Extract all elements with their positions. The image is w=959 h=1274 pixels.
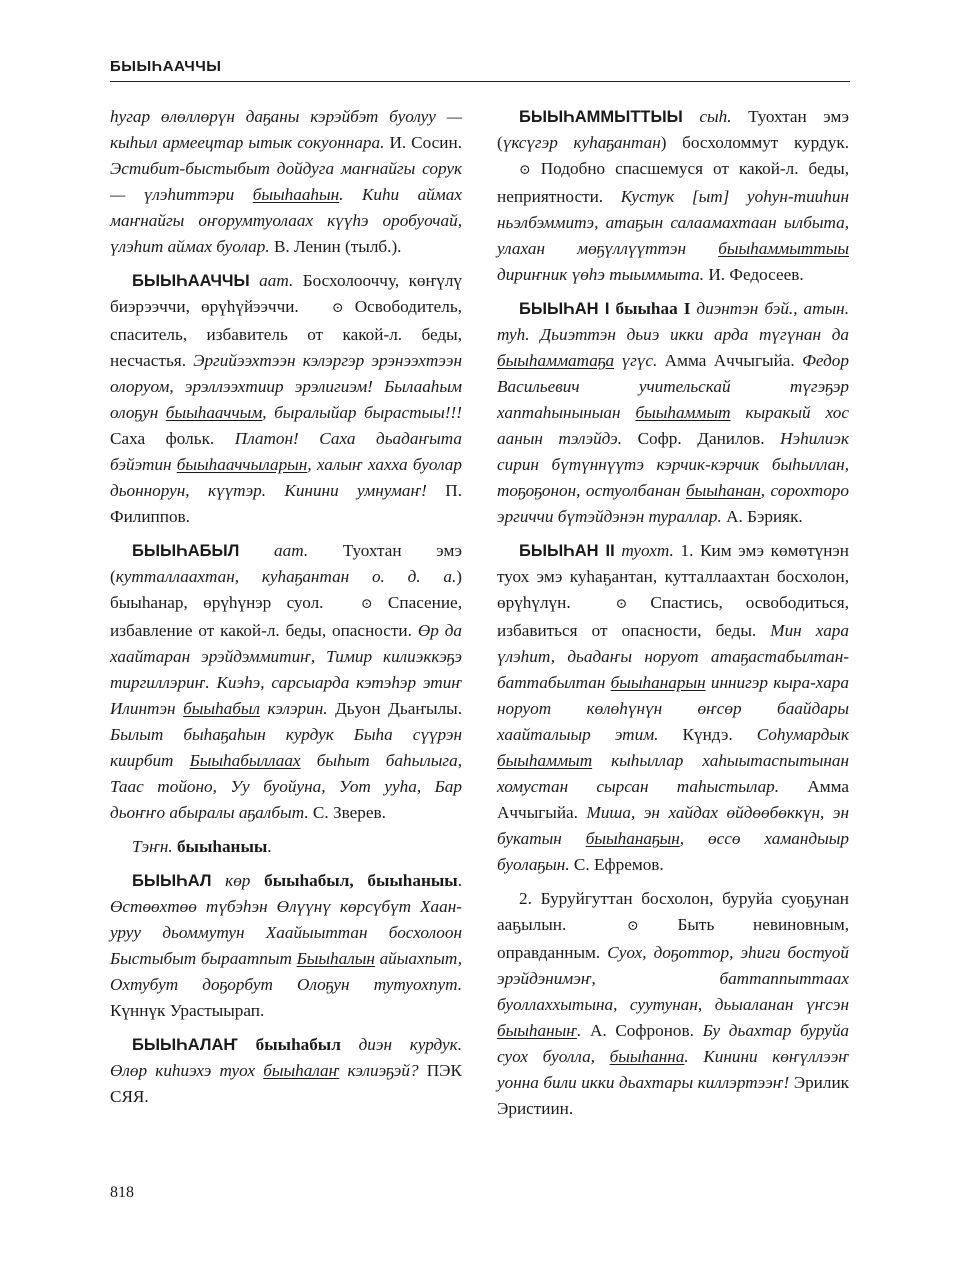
dictionary-entry <box>497 886 849 1122</box>
entry-example-word: быыһанаҕын <box>585 829 680 848</box>
dictionary-entry <box>497 296 849 530</box>
entry-text: Туохтан эмэ ( <box>110 541 462 586</box>
entry-text: А. Бэрияк. <box>721 507 803 526</box>
entry-headword: БЫЫҺАЛ <box>132 872 212 890</box>
running-header <box>110 58 850 82</box>
entry-text: Софр. Данилов. <box>622 429 781 448</box>
entry-text: Спасение, избавление от какой-л. беды, опасности. <box>110 593 462 640</box>
entry-text: Эрилик Эристиин. <box>497 1073 850 1118</box>
entry-text: аат. <box>249 271 294 290</box>
entry-text: Платон! Саха дьадаҥыта бэйэтин <box>110 429 462 474</box>
entry-text: быһыт баһылыга, Таас тойоно, Уу буойуна, Уот ууһа, Бар дьоҥҥо абыралы аҕалбыт. <box>110 751 462 822</box>
entry-headword: БЫЫҺАН I <box>519 300 610 318</box>
entry-text <box>530 325 541 344</box>
entry-text: диэн курдук. Өлөр киһиэхэ туох <box>110 1035 462 1080</box>
entry-text: . <box>267 837 272 856</box>
entry-text: Освободитель, спаситель, избавитель от какой-л. беды, несчастья. <box>110 297 462 370</box>
entry-text: кэлэрин. <box>259 699 328 718</box>
entry-text: дириҥник үөһэ тыыммыта. <box>497 265 705 284</box>
entry-text: Эргийээхтээн кэлэргэр эрэнээхтээн олоруом, эрэллээхтиир эрэлигиэм! Былааһым олоҕун <box>110 351 462 422</box>
entry-headword: БЫЫҺАН II <box>519 542 615 560</box>
entry-text: кыһыллар хаһыытаспытынан хомустан сырсан таһыстылар. <box>497 751 849 796</box>
entry-text: С. Ефремов. <box>569 855 664 874</box>
entry-text: Федор Васильевич учительскай түгэҕэр хаптаһыныныан <box>497 351 849 422</box>
entry-text: Суох, доҕоттор, эһиги бостуой эрэйдэнимэҥ, баттаппыттаах буоллаххытына, суутунан, дьыаланан үҥсэн <box>497 943 849 1014</box>
entry-headword: БЫЫҺАММЫТТЫЫ <box>519 108 683 126</box>
entry-text: 2. Буруйгуттан босхолон, буруйа суоҕунан ааҕылын. <box>497 889 849 934</box>
entry-text: Амма Аччыгыйа. <box>497 777 849 822</box>
entry-headword: БЫЫҺАБЫЛ <box>132 542 240 560</box>
entry-text: В. Ленин (тылб.). <box>269 237 402 256</box>
entry-example-word: быыһанан <box>685 481 761 500</box>
entry-text: Кустук [ыт] уоһун-тииһин ньэлбэммитэ, атаҕын салаамахтаан ылбыта, улахан мөҕүллүүттэн <box>497 187 849 258</box>
entry-text: иннигэр кыра-хара норуот көлөһүнүн өҥсөр баайдары хаайталыыр этим. <box>497 673 849 744</box>
entry-text: Быть невиновным, оправданным. <box>497 915 849 962</box>
entry-text: Миша, эн хайдах өйдөөбөккүн, эн букатын <box>497 803 849 848</box>
entry-headword: БЫЫҺААЧЧЫ <box>132 272 250 290</box>
entry-text: , халыҥ хахха буолар дьоннорун, күүтэр. Кинини умнумаҥ! <box>110 455 462 500</box>
entry-text: . <box>457 871 462 890</box>
entry-headword: БЫЫҺАЛАҤ <box>132 1036 238 1054</box>
entry-text: Өстөөхтөө түбэһэн Өлүүнү көрсүбүт Хаан-уруу дьоммутун Хаайыыттан босхолоон Быстыбыт быраатпыт <box>110 897 462 968</box>
entry-text: кыракый хос аанын тэлэйдэ. <box>497 403 849 448</box>
entry-text: Дьуон Дьаҥылы. <box>327 699 462 718</box>
entry-text: Туохтан эмэ ( <box>497 107 849 152</box>
entry-text: Мин хара үлэһит, дьадаҥы норуот атаҕастабылтан-баттабылтан <box>497 621 849 692</box>
entry-example-word: быыһанна <box>609 1047 685 1066</box>
right-column <box>497 104 849 1130</box>
target-symbol-icon: ⊙ <box>331 301 344 316</box>
entry-example-word: быыһамматаҕа <box>497 351 615 370</box>
entry-example-word: Быыһабыллаах <box>189 751 301 770</box>
entry-text: аат. <box>239 541 309 560</box>
dictionary-entry <box>110 834 462 860</box>
entry-text: С. Зверев. <box>308 803 386 822</box>
entry-text: кутталлаахтан, куһаҕантан о. д. а. <box>115 567 457 586</box>
entry-text: Былыт быһаҕаһын курдук Быһа сүүрэн киирбит <box>110 725 462 770</box>
entry-example-word: быыһааччыларын <box>176 455 308 474</box>
entry-text: ) быыһанар, өрүһүнэр суол. <box>110 567 462 612</box>
entry-text: , быралыйар бырастыы!!! <box>262 403 462 422</box>
entry-text: Амма Аччыгыйа. <box>657 351 803 370</box>
entry-text: Дьиэттэн дьиэ икки арда түгүнан да <box>540 325 849 344</box>
entry-text: Соһумардык <box>756 725 849 744</box>
entry-example-word: быыһааһын <box>252 185 340 204</box>
entry-text: . <box>576 1021 582 1040</box>
running-title: БЫЫҺААЧЧЫ <box>110 58 222 75</box>
entry-text: көр <box>211 871 251 890</box>
entry-text: Күндэ. <box>658 725 757 744</box>
entry-text: Босхолооччу, көҥүлү биэрээччи, өрүһүйээччи. <box>110 271 462 316</box>
dictionary-entry <box>110 868 462 1024</box>
entry-text: Өр да хаайтаран эрэйдэммитиҥ, Тимир килиэккэҕэ тиргиллэриҥ. Киэһэ, сарсыарда кэтэһэр этиҥ Илинтэн <box>110 621 462 718</box>
target-symbol-icon: ⊙ <box>615 597 628 612</box>
entry-bold-term: быыһаа I <box>609 299 691 318</box>
header-rule <box>110 81 850 82</box>
entry-text: Подобно спасшемуся от какой-л. беды, неприятности. <box>497 159 849 206</box>
entry-bold-term: быыһабыл, быыһаныы <box>250 871 458 890</box>
entry-example-word: быыһабыл <box>183 699 260 718</box>
entry-text: , сорохторо эргиччи бүтэйдэнэн тураллар. <box>497 481 849 526</box>
dictionary-entry <box>110 104 462 260</box>
entry-example-word: Быыһалын <box>296 949 375 968</box>
entry-text: кэлиэҕэй? <box>339 1061 419 1080</box>
entry-text: П. Филиппов. <box>110 481 462 526</box>
entry-example-word: быыһанарын <box>610 673 706 692</box>
entry-text: 1. Ким эмэ көмөтүнэн туох эмэ куһаҕантан, кутталлаахтан босхолон, өрүһүлүн. <box>497 541 849 612</box>
entry-example-word: быыһаммыттыы <box>718 239 849 258</box>
entry-text: А. Софронов. <box>581 1021 703 1040</box>
entry-example-word: быыһаммыт <box>635 403 731 422</box>
left-column <box>110 104 462 1118</box>
entry-text: И. Федосеев. <box>704 265 804 284</box>
entry-example-word: быыһалаҥ <box>263 1061 340 1080</box>
entry-text: ) босхоломмут курдук. <box>660 133 849 152</box>
entry-text: Эстибит-быстыбыт дойдуга маҥнайгы сорук — үлэһиттэри <box>110 159 462 204</box>
entry-text: үксүгэр куһаҕантан <box>502 133 661 152</box>
entry-text: Саха фольк. <box>110 429 235 448</box>
entry-text: И. Сосин. <box>384 133 462 152</box>
entry-text: Спастись, освободиться, избавиться от опасности, беды. <box>497 593 849 640</box>
entry-text: Нэһилиэк сирин бүтүннүүтэ кэрчик-кэрчик быһыллан, тоҕоҕонон, остуолбанан <box>497 429 849 500</box>
page-number: 818 <box>110 1184 134 1201</box>
target-symbol-icon: ⊙ <box>519 163 531 178</box>
entry-bold-term: быыһабыл <box>237 1035 341 1054</box>
entry-text: , өссө хамандыыр буолаҕын. <box>497 829 849 874</box>
dictionary-entry <box>110 1032 462 1110</box>
entry-example-word: быыһаммыт <box>497 751 593 770</box>
entry-text: ПЭК СЯЯ. <box>110 1061 462 1106</box>
entry-example-word: быыһаныҥ <box>497 1021 577 1040</box>
entry-text: һугар өлөллөрүн даҕаны кэрэйбэт буолуу — кыһыл армеецтар ытык сокуоннара. <box>110 107 462 152</box>
entry-text: Тэҥн. <box>132 837 173 856</box>
target-symbol-icon: ⊙ <box>627 919 639 934</box>
entry-bold-term: быыһаныы <box>172 837 268 856</box>
dictionary-entry <box>110 538 462 826</box>
entry-text: . Кинини көҥүллээҥ уонна били икки дьахтары киллэртээҥ! <box>497 1047 849 1092</box>
dictionary-entry <box>497 538 849 878</box>
entry-text: Күннүк Урастыырап. <box>110 1001 265 1020</box>
entry-text: диэнтэн бэй., атын. туһ. <box>497 299 849 344</box>
target-symbol-icon: ⊙ <box>360 597 373 612</box>
entry-example-word: быыһааччым <box>165 403 263 422</box>
entry-text: Бу дьахтар буруйа суох буолла, <box>497 1021 850 1066</box>
entry-text: үгүс. <box>614 351 658 370</box>
entry-text: айыахпыт, Охтубут доҕорбут Олоҕун тутуохпут. <box>110 949 462 994</box>
entry-text: туохт. <box>614 541 674 560</box>
entry-text: сыһ. <box>682 107 732 126</box>
dictionary-entry <box>110 268 462 530</box>
entry-text: . Киһи аймах маҥнайгы оҥорумтуолаах күүһэ оробуочай, үлэһит аймах буолар. <box>110 185 463 256</box>
dictionary-entry <box>497 104 849 288</box>
